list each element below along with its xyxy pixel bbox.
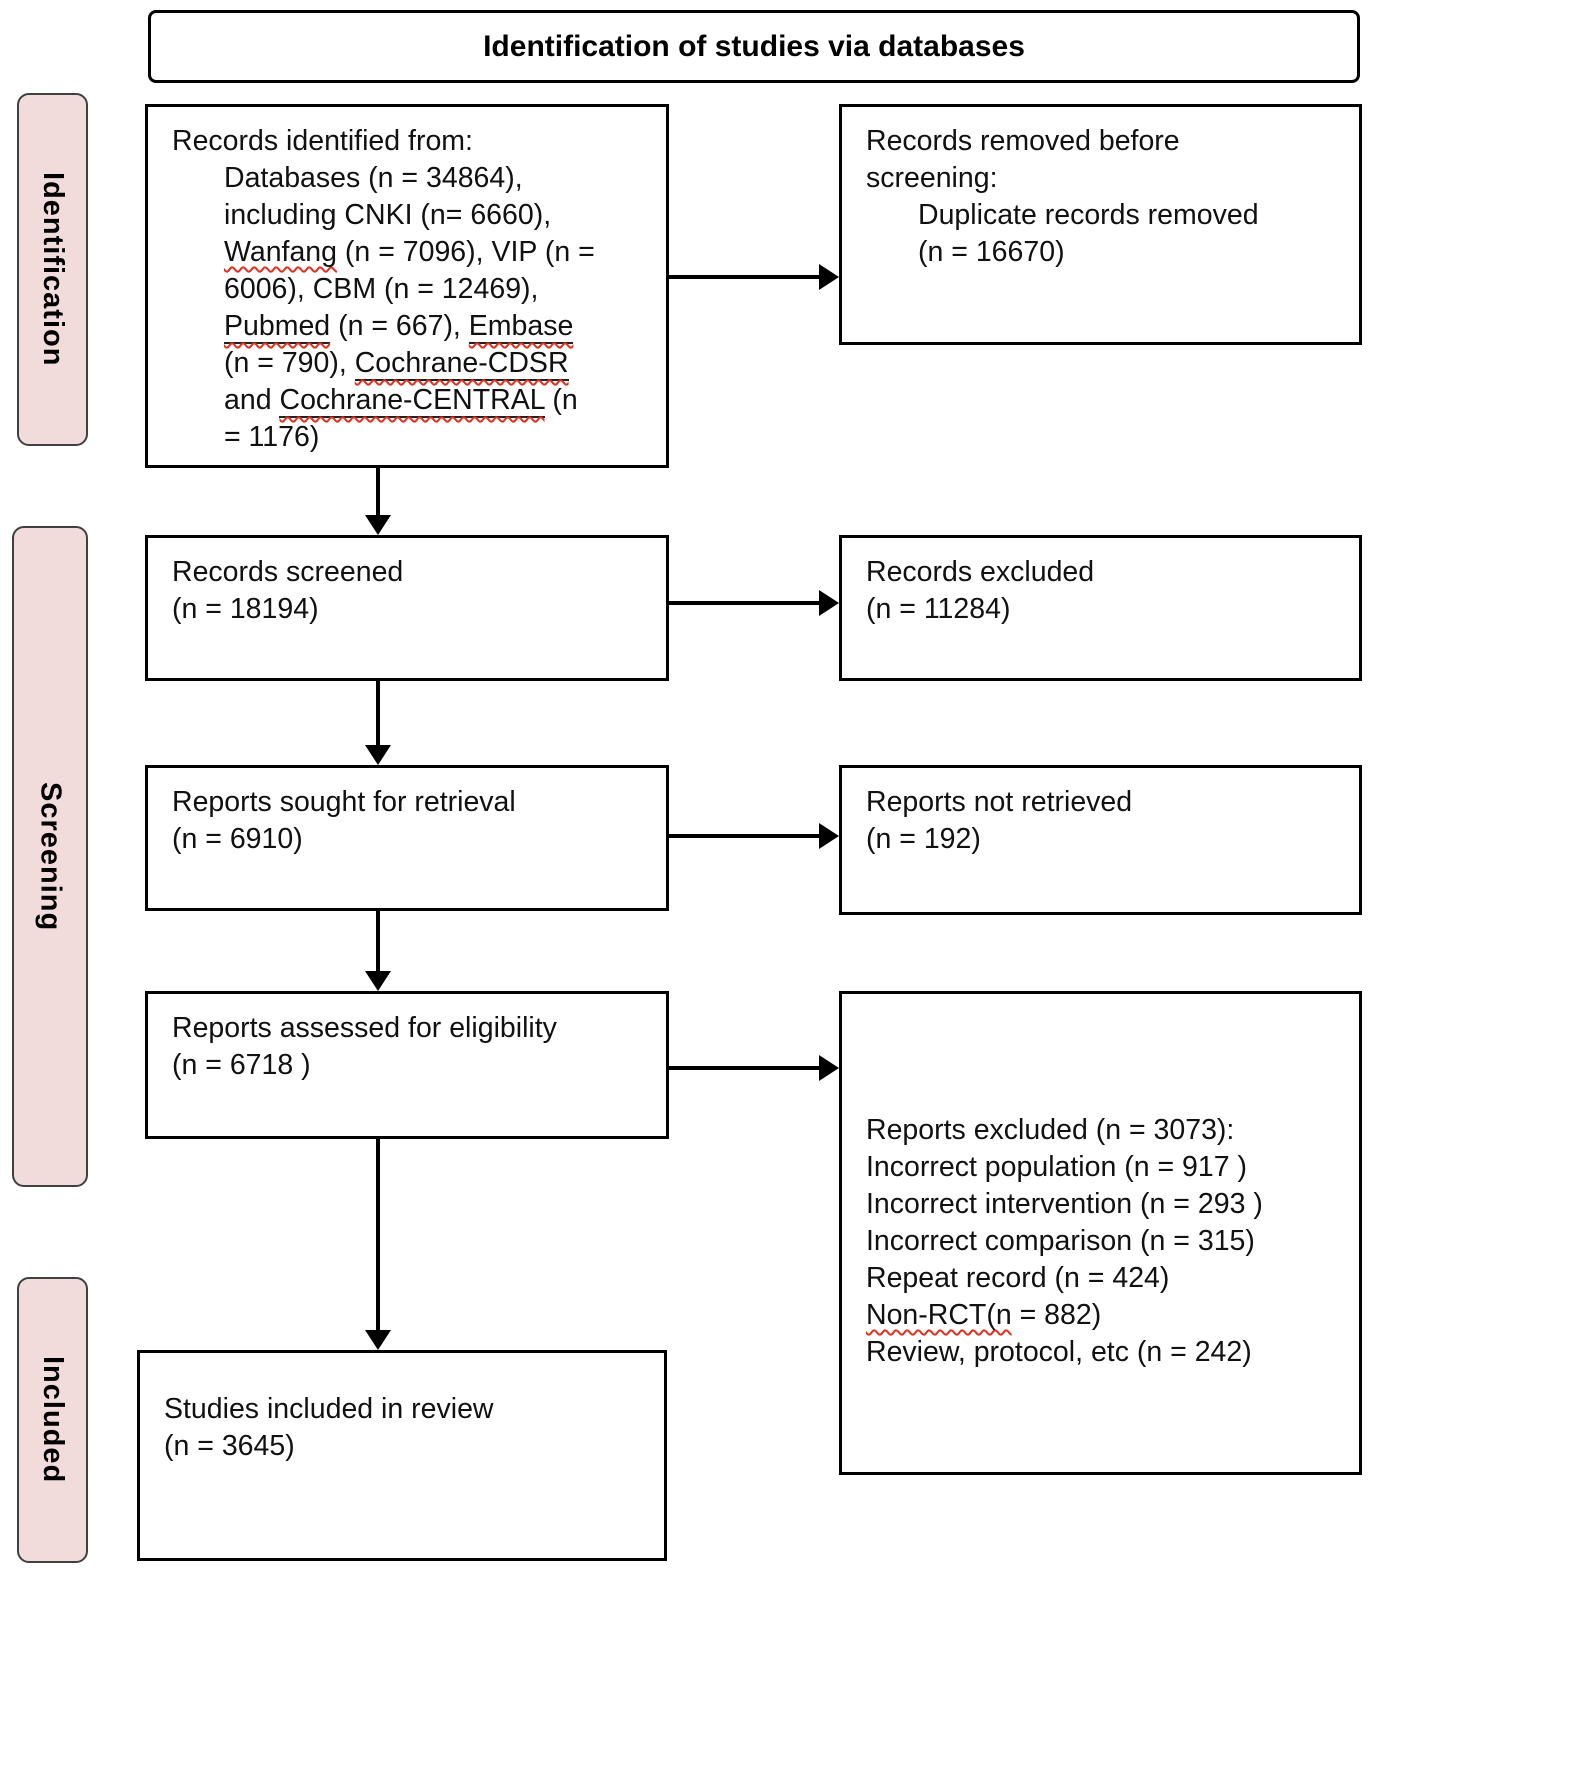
text-segment: (n [544, 384, 578, 416]
text-line [172, 821, 646, 858]
text-line [866, 160, 1339, 197]
text-segment: (n = 6718 ) [172, 1049, 311, 1081]
underlined-term: Cochrane-CENTRAL [279, 384, 545, 416]
underlined-term: Wanfang [224, 236, 338, 268]
stage-screening-text: Screening [34, 781, 67, 932]
text-line [866, 784, 1339, 821]
text-segment: 6006), CBM (n = 12469), [224, 273, 539, 305]
text-segment: (n = 6910) [172, 823, 303, 855]
stage-identification-text: Identification [37, 172, 69, 367]
text-line [866, 234, 1339, 271]
text-segment: Incorrect comparison (n = 315) [866, 1225, 1255, 1257]
text-line [866, 1186, 1339, 1223]
text-segment: (n = 11284) [866, 593, 1011, 625]
text-segment: Review, protocol, etc (n = 242) [866, 1336, 1252, 1368]
text-segment: Repeat record (n = 424) [866, 1262, 1170, 1294]
box-records-removed-before-screening [839, 104, 1362, 345]
text-segment: Records removed before [866, 125, 1180, 157]
box-reports-assessed-for-eligibility [145, 991, 669, 1139]
text-segment: Records excluded [866, 556, 1095, 588]
arrow-screened-to-excluded [669, 601, 819, 605]
underlined-term: Cochrane-CDSR [354, 347, 569, 379]
text-line [172, 1047, 646, 1084]
text-line [172, 197, 646, 234]
box-studies-included-in-review [137, 1350, 667, 1561]
text-segment: Studies included in review [164, 1393, 494, 1425]
text-line [172, 308, 646, 345]
text-segment: screening: [866, 162, 998, 194]
box-records-excluded [839, 535, 1362, 681]
text-line [866, 821, 1339, 858]
text-line [164, 1391, 644, 1428]
text-line [866, 554, 1339, 591]
text-line [172, 123, 646, 160]
arrow-screened-to-sought [376, 681, 380, 745]
text-line [172, 554, 646, 591]
stage-included-text: Included [37, 1356, 69, 1484]
box-reports-not-retrieved [839, 765, 1362, 915]
text-segment: (n = 18194) [172, 593, 319, 625]
text-line [866, 197, 1339, 234]
stage-label-identification [17, 93, 88, 446]
text-line [172, 591, 646, 628]
box-records-identified [145, 104, 669, 468]
text-line [172, 160, 646, 197]
underlined-term: Embase [468, 310, 574, 342]
text-line [164, 1428, 644, 1465]
text-segment: (n = 16670) [918, 236, 1065, 268]
text-line [866, 1297, 1339, 1334]
text-line [172, 234, 646, 271]
box-reports-sought-for-retrieval [145, 765, 669, 911]
text-line [172, 382, 646, 419]
text-line [172, 784, 646, 821]
stage-label-screening [12, 526, 88, 1187]
text-line [172, 345, 646, 382]
arrow-sought-to-assessed [376, 911, 380, 971]
text-segment: (n = 667), [330, 310, 469, 342]
text-line [866, 1223, 1339, 1260]
text-segment: (n = 790), [224, 347, 355, 379]
text-segment: Reports not retrieved [866, 786, 1133, 818]
text-line [172, 1010, 646, 1047]
text-segment: Incorrect intervention (n = 293 ) [866, 1188, 1263, 1220]
text-line [172, 271, 646, 308]
arrow-sought-to-not-retrieved [669, 834, 819, 838]
arrow-identified-to-screened [376, 468, 380, 515]
text-segment: (n = 7096), VIP (n = [337, 236, 595, 268]
text-line [866, 591, 1339, 628]
text-segment: (n = 3645) [164, 1430, 295, 1462]
text-line [866, 1112, 1339, 1149]
diagram-title-box [148, 10, 1360, 83]
text-segment: Incorrect population (n = 917 ) [866, 1151, 1248, 1183]
arrow-assessed-to-reports-excluded [669, 1066, 819, 1070]
text-segment: and [224, 384, 280, 416]
text-segment: including CNKI (n= 6660), [224, 199, 552, 231]
text-segment: Duplicate records removed [918, 199, 1259, 231]
arrow-identified-to-removed [669, 275, 819, 279]
text-segment: Reports assessed for eligibility [172, 1012, 557, 1044]
text-segment: Reports excluded (n = 3073): [866, 1114, 1235, 1146]
text-segment: Reports sought for retrieval [172, 786, 516, 818]
underlined-term: Non-RCT(n [866, 1299, 1012, 1331]
diagram-title: Identification of studies via databases [483, 29, 1025, 63]
box-records-screened [145, 535, 669, 681]
text-line [866, 1149, 1339, 1186]
text-segment: Records screened [172, 556, 404, 588]
text-segment: (n = 192) [866, 823, 981, 855]
text-line [866, 1334, 1339, 1371]
text-segment: Databases (n = 34864), [224, 162, 523, 194]
text-segment: = 882) [1011, 1299, 1102, 1331]
box-reports-excluded [839, 991, 1362, 1475]
text-line [866, 123, 1339, 160]
stage-label-included [17, 1277, 88, 1563]
text-line [866, 1260, 1339, 1297]
text-segment: = 1176) [224, 421, 320, 453]
text-line [172, 419, 646, 456]
text-segment: Records identified from: [172, 125, 473, 157]
underlined-term: Pubmed [224, 310, 331, 342]
arrow-assessed-to-included [376, 1139, 380, 1330]
